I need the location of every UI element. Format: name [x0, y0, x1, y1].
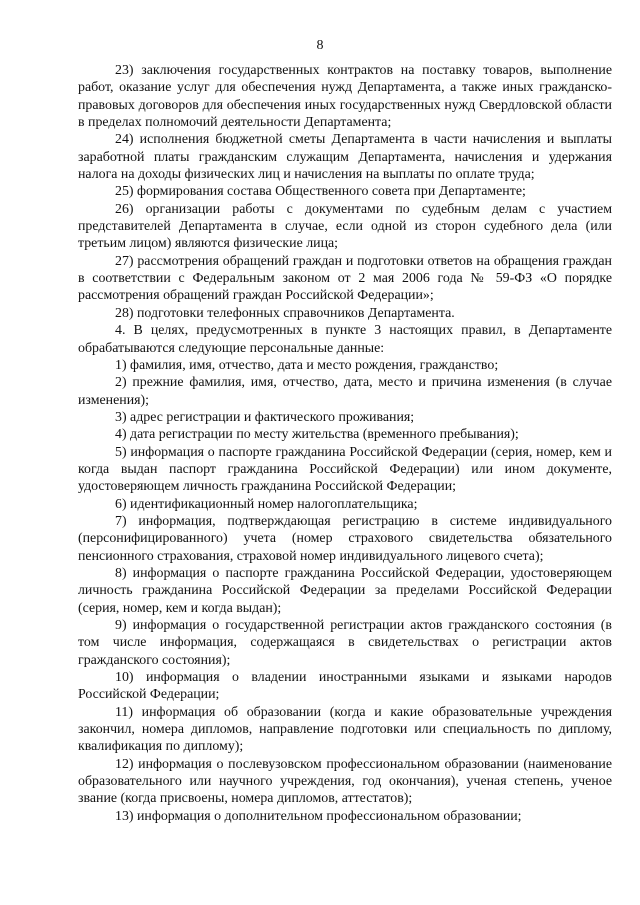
clause-4-heading: 4. В целях, предусмотренных в пункте 3 настоящих правил, в Департаменте обрабатываются следующие персональные данные: — [78, 323, 612, 356]
data-item-7: 7) информация, подтверждающая регистрацию в системе индивидуального (персонифицированного) учета (номер страхового свидетельства обязательного пенсионного страхования, страховой номер индивидуального лицевого счета); — [78, 513, 612, 564]
page-number: 8 — [316, 38, 324, 53]
item-24-budget: 24) исполнения бюджетной сметы Департамента в части начисления и выплаты заработной платы гражданским служащим Департамента, начисления и удержания налога на доходы физических лиц и начисления на выплаты по оплате труда; — [78, 132, 612, 183]
document-body — [78, 62, 612, 825]
data-item-8: 8) информация о паспорте гражданина Российской Федерации, удостоверяющем личность гражданина Российской Федерации за пределами Российской Федерации (серия, номер, кем и когда выдан); — [78, 565, 612, 616]
item-23-contracts: 23) заключения государственных контрактов на поставку товаров, выполнение работ, оказание услуг для обеспечения нужд Департамента, а также иных гражданско-правовых договоров для обеспечения иных государственных нужд Свердловской области в пределах полномочий деятельности Департамента; — [78, 63, 612, 131]
data-item-12: 12) информация о послевузовском профессиональном образовании (наименование образовательного или научного учреждения, год окончания), ученая степень, ученое звание (когда присвоены, номера дипломов, аттестатов); — [78, 756, 612, 807]
data-item-9: 9) информация о государственной регистрации актов гражданского состояния (в том числе информация, содержащаяся в свидетельствах о регистрации актов гражданского состояния); — [78, 618, 612, 668]
data-item-1: 1) фамилия, имя, отчество, дата и место рождения, гражданство; — [115, 357, 499, 373]
data-item-11: 11) информация об образовании (когда и какие образовательные учреждения закончил, номера дипломов, направление подготовки или специальность по диплому, квалификация по диплому); — [78, 704, 612, 755]
data-item-5: 5) информация о паспорте гражданина Российской Федерации (серия, номер, кем и когда выдан паспорт гражданина Российской Федерации) или ином документе, удостоверяющем личность гражданина Российской Федерации; — [78, 444, 612, 495]
data-item-2: 2) прежние фамилия, имя, отчество, дата, место и причина изменения (в случае изменения); — [78, 375, 612, 408]
item-27-citizen-appeals: 27) рассмотрения обращений граждан и подготовки ответов на обращения граждан в соответствии с Федеральным законом от 2 мая 2006 года № 59-ФЗ «О порядке рассмотрения обращений граждан Российской Федерации»; — [78, 253, 612, 304]
data-item-6: 6) идентификационный номер налогоплательщика; — [115, 496, 418, 512]
data-item-10: 10) информация о владении иностранными языками и языками народов Российской Федерации; — [78, 670, 612, 703]
data-item-3: 3) адрес регистрации и фактического проживания; — [115, 409, 415, 425]
item-25-council: 25) формирования состава Общественного совета при Департаменте; — [115, 184, 526, 200]
item-28-phone-directories: 28) подготовки телефонных справочников Департамента. — [115, 305, 455, 321]
item-26-court-cases: 26) организации работы с документами по судебным делам с участием представителей Департамента в случае, если одной из сторон судебного дела (или третьим лицом) являются физические лица; — [78, 201, 612, 252]
data-item-4: 4) дата регистрации по месту жительства (временного пребывания); — [115, 427, 519, 443]
data-item-13: 13) информация о дополнительном профессиональном образовании; — [115, 808, 522, 824]
